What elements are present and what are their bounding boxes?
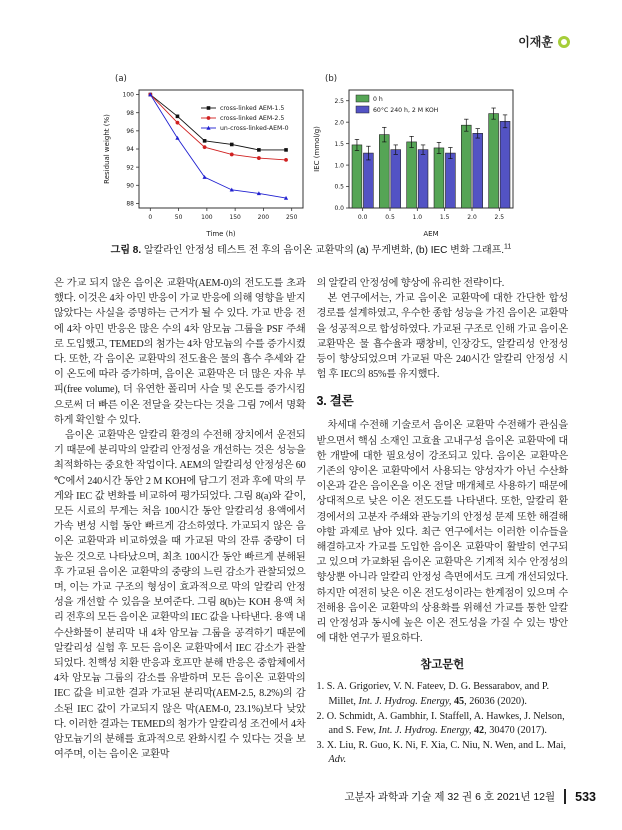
- svg-text:IEC (mmol/g): IEC (mmol/g): [313, 126, 321, 172]
- svg-text:150: 150: [229, 214, 241, 221]
- left-column: [54, 276, 306, 776]
- ref-number: 3.: [316, 739, 325, 751]
- ref-rest: , 26036 (2020).: [464, 696, 527, 708]
- svg-text:50: 50: [174, 214, 183, 221]
- reference-list: [317, 680, 569, 768]
- paragraph-conductivity: 은 가교 되지 않은 음이온 교환막(AEM-0)의 전도도를 초과했다. 이것은 4차 아민 반응이 가교 반응에 의해 영향을 받지 않았다는 사실을 증명하는 근거가 될 수 있다. 가교 반응 전에 4차 아민 반응은 많은 수의 4차 암모늄 그룹을 PSF 주쇄로 도입했고, TEMED의 첨가는 4차 암모늄의 수를 증가시켰다. 또한, 각 음이온 교환막의 전도율은 물의 흡수 추세와 같이 온도에 따라 증가하며, 음이온 교환막은 더 많은 자유 부피(free volume), 더 유연한 폴리머 사슬 및 온도를 증가시킴으로써 더 빠른 이온 전달을 갖는다는 것을 그림 7에서 명확하게 확인할 수 있다.: [54, 278, 306, 426]
- caption-text: 알칼라인 안정성 테스트 전 후의 음이온 교환막의 (a) 무게변화, (b) IEC 변화 그래프.: [141, 245, 505, 256]
- ref-number: 1.: [316, 681, 325, 693]
- reference-item: [317, 710, 569, 739]
- svg-text:AEM: AEM: [423, 230, 439, 238]
- svg-text:90: 90: [126, 182, 134, 190]
- ref-journal: Adv.: [328, 754, 347, 766]
- svg-text:96: 96: [126, 128, 134, 136]
- ref-volume: 45: [451, 696, 465, 708]
- svg-text:2.0: 2.0: [467, 214, 477, 221]
- svg-text:0.5: 0.5: [334, 183, 344, 191]
- ref-rest: , 30470 (2017).: [484, 725, 547, 737]
- svg-text:cross-linked AEM-2.5: cross-linked AEM-2.5: [220, 115, 285, 123]
- svg-text:un-cross-linked-AEM-0: un-cross-linked-AEM-0: [220, 125, 289, 133]
- panel-a-label: (a): [115, 74, 127, 84]
- svg-text:1.5: 1.5: [334, 140, 344, 148]
- ref-authors: O. Schmidt, A. Gambhir, I. Staffell, A. Hawkes, J. Nelson, and S. Few,: [324, 710, 565, 737]
- ref-journal: Int. J. Hydrog. Energy,: [358, 696, 452, 708]
- svg-text:94: 94: [126, 146, 134, 154]
- ref-volume: 42: [471, 725, 485, 737]
- svg-text:100: 100: [201, 214, 213, 221]
- body-columns: [54, 276, 568, 776]
- footer-page-number: 533: [575, 789, 596, 804]
- svg-text:0.0: 0.0: [357, 214, 368, 221]
- right-column: [317, 276, 569, 776]
- reference-item: [317, 739, 569, 768]
- author-badge-ring-icon: [558, 36, 570, 48]
- svg-text:100: 100: [122, 91, 134, 99]
- footer-journal-info: 고분자 과학과 기술 제 32 권 6 호 2021년 12월: [344, 791, 556, 803]
- svg-text:0 h: 0 h: [373, 96, 383, 103]
- svg-text:2.5: 2.5: [494, 214, 505, 221]
- paragraph-conclusion: 차세대 수전해 기술로서 음이온 교환막 수전해가 관심을 받으면서 핵심 소재인 고효율 고내구성 음이온 교환막에 대한 개발에 대한 필요성이 강조되고 있다. 음이온 교환막은 기존의 양이온 교환막에서 사용되는 양성자가 아닌 수산화 이온과 같은 음이온을 이온 전달 매개체로 사용하기 때문에 상대적으로 낮은 이온 전도도를 나타낸다. 또한, 알칼리 환경에서의 고분자 주쇄와 관능기의 안정성 문제 또한 해결해야할 과제로 남아 있다. 최근 연구에서는 이러한 이슈들을 해결하고자 가교를 도입한 음이온 교환막이 활발히 연구되고 있으며 가교화된 음이온 교환막은 기계적 치수 안정성의 향상뿐 아니라 알칼리 안정성 측면에서도 크게 개선되었다. 하지만 여전히 낮은 이온 전도성이라는 한계점이 있으며 수전해용 음이온 교환막의 상용화를 위해선 가교를 통한 알칼리 안정성과 동시에 높은 이온 전도성을 가질 수 있는 방안에 대한 연구가 필요하다.: [316, 420, 568, 645]
- page-footer: [344, 789, 596, 804]
- svg-text:0.0: 0.0: [334, 205, 344, 213]
- caption-citation-sup: 11: [504, 243, 512, 251]
- author-name: 이재훈: [518, 35, 553, 49]
- ref-number: 2.: [316, 710, 325, 722]
- ref-authors: X. Liu, R. Guo, K. Ni, F. Xia, C. Niu, N. Wen, and L. Mai,: [324, 739, 566, 751]
- svg-text:Residual weight (%): Residual weight (%): [103, 114, 111, 184]
- svg-text:cross-linked AEM-1.5: cross-linked AEM-1.5: [220, 105, 285, 113]
- paragraph-alkaline-stability: 음이온 교환막은 알칼리 환경의 수전해 장치에서 운전되기 때문에 분리막의 알칼리 안정성을 개선하는 것은 성능을 최적화하는 중요한 작업이다. AEM의 알칼리성 안정성은 60 ℃에서 240시간 동안 2 M KOH에 담그기 전과 후에 막의 무게와 IEC 값 변화를 비교하여 평가되었다. 그림 8(a)와 같이, 모든 시료의 무게는 처음 100시간 동안 알칼리성 용액에서 가속 변성 시험 동안 빠르게 감소하였다. 가교되지 않은 음이온 교환막과 비교하였을 때 가교된 막의 잔류 중량이 더 높은 것으로 나타났으며, 최초 100시간 동안 빠르게 분해된 후 가교된 음이온 교환막의 중량의 느린 감소가 관찰되었으며, 이는 가교 구조의 형성이 효과적으로 막의 알칼리 안정성을 개선할 수 있음을 보여준다. 그림 8(b)는 KOH 용액 처리 전후의 모든 음이온 교환막의 IEC 값을 나타낸다. 용액 내 수산화물이 분리막 내 4차 암모늄 그룹을 공격하기 때문에 알칼리성 실험 후 모든 음이온 교환막에서 IEC 감소가 관찰되었다. 친핵성 치환 반응과 호프만 분해 반응은 중합체에서 4차 암모늄 그룹의 감소를 유발하며 모든 음이온 교환막의 IEC 값을 비교한 결과 가교된 분리막(AEM-2.5, 8.2%)의 감소된 IEC 값이 가교되지 않은 막(AEM-0, 23.1%)보다 낮았다. 이러한 결과는 TEMED의 첨가가 알칼리성 조건에서 4차 암모늄기의 분해를 효과적으로 완화시킬 수 있다는 것을 보여주며, 이는 음이온 교환막: [54, 430, 306, 761]
- figure-8: [0, 70, 622, 238]
- section-heading-conclusion: 3. 결론: [316, 394, 354, 409]
- figure-panel-a: [101, 70, 311, 238]
- caption-figure-number: 그림 8.: [110, 245, 142, 256]
- svg-text:98: 98: [126, 109, 134, 117]
- svg-text:250: 250: [285, 214, 298, 221]
- figure-caption: [0, 241, 622, 256]
- figure-panel-b: [311, 70, 521, 238]
- svg-text:0: 0: [148, 214, 153, 221]
- svg-text:2.0: 2.0: [334, 119, 344, 127]
- svg-text:1.0: 1.0: [334, 162, 344, 170]
- paragraph-summary: 본 연구에서는, 가교 음이온 교환막에 대한 간단한 합성 경로를 설계하였고, 우수한 종합 성능을 가진 음이온 교환막을 성공적으로 합성하였다. 가교된 구조로 인해 가교 음이온 교환막은 물 흡수율과 팽창비, 인장강도, 알칼리성 안정성 등이 향상되었으며 가교된 막은 240시간 알칼리 안정성 시험 후 IEC의 85%를 유지했다.: [316, 293, 568, 381]
- svg-text:Time (h): Time (h): [206, 230, 236, 238]
- page-header: [518, 33, 570, 50]
- svg-text:92: 92: [126, 164, 134, 172]
- footer-divider: [564, 789, 566, 804]
- ref-authors: S. A. Grigoriev, V. N. Fateev, D. G. Bessarabov, and P. Millet,: [324, 681, 549, 708]
- paragraph-strategy-continuation: 의 알칼리 안정성에 향상에 유리한 전략이다.: [316, 278, 505, 289]
- weight-line-chart: [101, 82, 311, 238]
- ref-journal: Int. J. Hydrog. Energy,: [378, 725, 472, 737]
- svg-text:1.0: 1.0: [412, 214, 423, 221]
- iec-bar-chart: [311, 82, 521, 238]
- svg-text:60°C 240 h, 2 M KOH: 60°C 240 h, 2 M KOH: [373, 107, 439, 114]
- svg-text:1.5: 1.5: [439, 214, 450, 221]
- svg-text:200: 200: [257, 214, 270, 221]
- reference-item: [317, 680, 569, 709]
- panel-b-label: (b): [325, 74, 338, 84]
- references-heading: 참고문헌: [420, 659, 465, 672]
- svg-text:2.5: 2.5: [334, 97, 344, 105]
- svg-text:0.5: 0.5: [385, 214, 395, 221]
- svg-text:88: 88: [126, 200, 134, 208]
